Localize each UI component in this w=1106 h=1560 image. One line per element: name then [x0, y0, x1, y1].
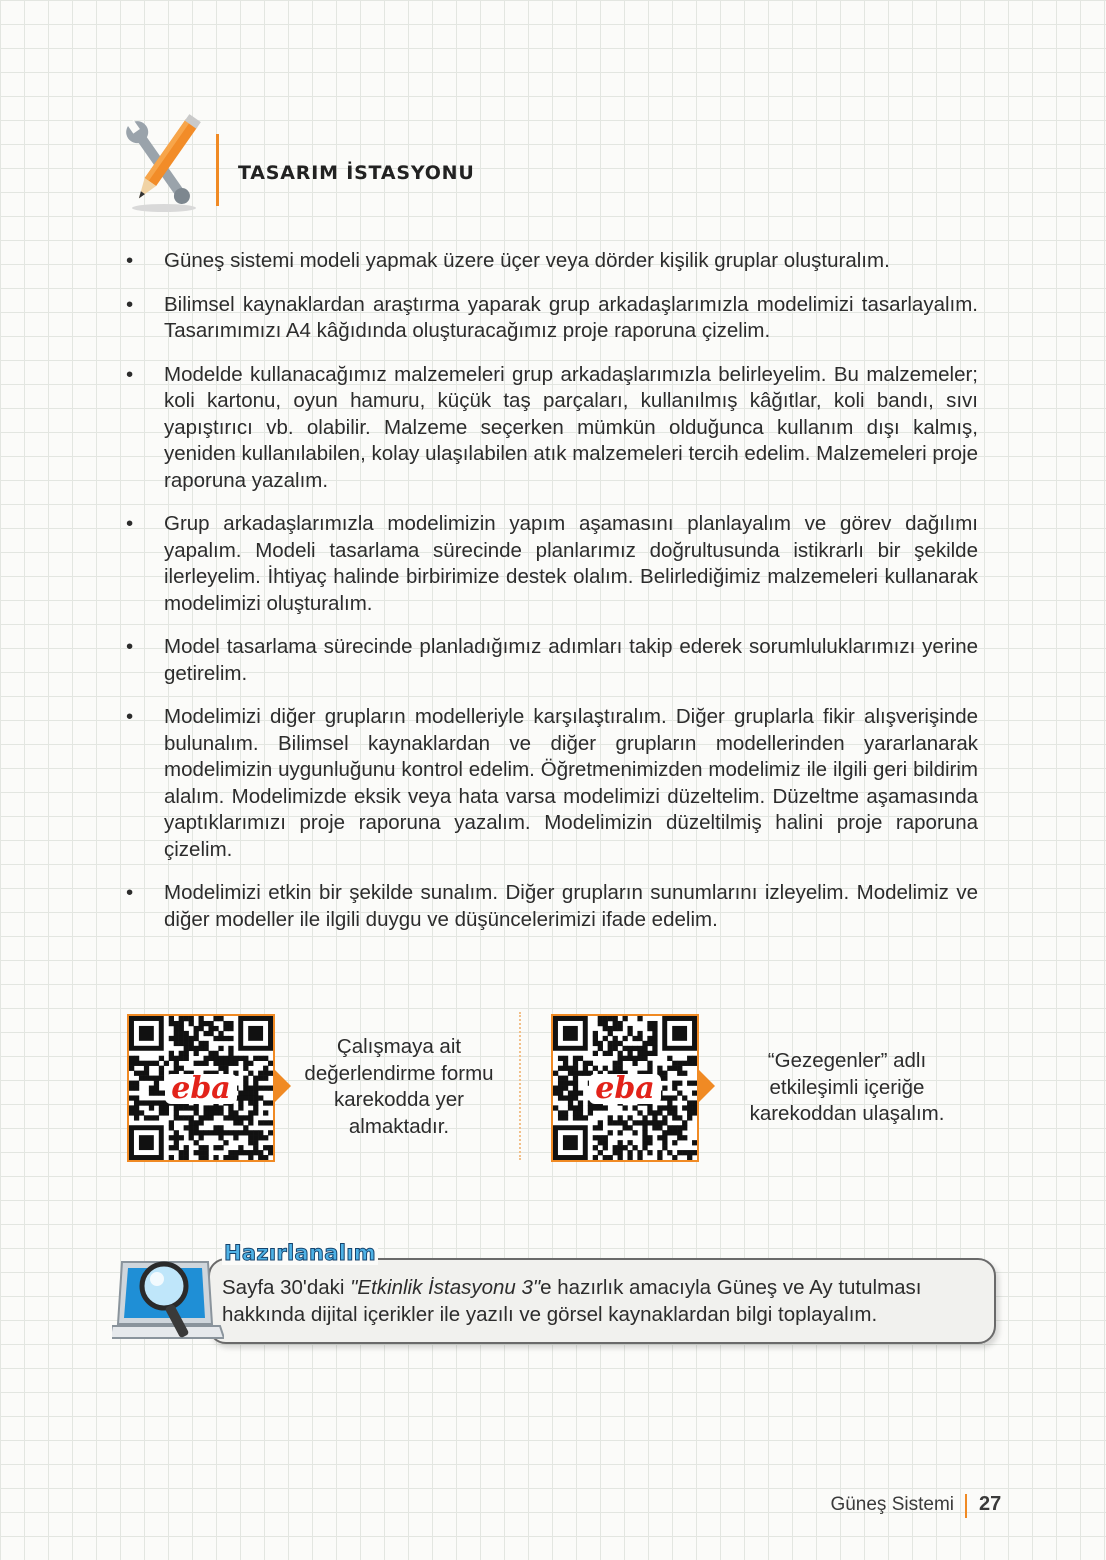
arrow-right-icon [698, 1069, 715, 1103]
list-item-text: Grup arkadaşlarımızla modelimizin yapım aşamasını planlayalım ve görev dağılımı yapalım. Modeli tasarlama sürecinde planlarımız doğrultusunda istikrarlı bir şekilde ilerleyelim. İhtiyaç halinde birbirimize destek olalım. Belirlediğimiz malzemeleri kullanarak modelimizi oluşturalım. [164, 512, 978, 615]
list-item [122, 362, 978, 495]
list-item-text: Modelimizi etkin bir şekilde sunalım. Diğer grupların sunumlarını izleyelim. Modelimiz ve diğer modeller ile ilgili duygu ve düşüncelerimizi ifade edelim. [164, 881, 978, 931]
list-item [122, 634, 978, 687]
bullet: • [126, 881, 134, 904]
page-title: TASARIM İSTASYONU [238, 162, 475, 184]
bullet: • [126, 362, 134, 386]
pencil-wrench-icon [118, 114, 208, 214]
bullet: • [126, 635, 134, 658]
bullet: • [126, 249, 134, 272]
qr-code-evaluation-form[interactable] [127, 1014, 275, 1162]
prepare-box [112, 1238, 1002, 1358]
qr-section [127, 1012, 987, 1162]
laptop-magnifier-icon [112, 1252, 224, 1348]
list-item [122, 880, 978, 933]
list-item [122, 511, 978, 617]
arrow-right-icon [274, 1069, 291, 1103]
eba-logo: eba [595, 1071, 655, 1106]
qr-caption-left: Çalışmaya ait değerlendirme formu karekodda yer almaktadır. [304, 1035, 494, 1138]
prepare-text: Sayfa 30'daki "Etkinlik İstasyonu 3"e hazırlık amacıyla Güneş ve Ay tutulması hakkında dijital içerikler ile yazılı ve görsel kaynaklardan bilgi toplayalım. [222, 1276, 922, 1326]
bullet: • [126, 292, 134, 316]
eba-logo: eba [171, 1071, 231, 1106]
page-number: 27 [979, 1493, 1002, 1515]
list-item-text: Modelimizi diğer grupların modelleriyle karşılaştıralım. Diğer gruplarla fikir alışverişinde bulunalım. Bilimsel kaynaklardan ve diğer grupların modellerinden yararlanarak modelimizin uygunluğunu kontrol edelim. Öğretmenimizden modelimiz ile ilgili geri bildirim alalım. Modelimizde eksik veya hata varsa modelimizi düzeltelim. Düzeltme aşamasında yaptıklarımızı proje raporuna yazalım. Modelimizin düzeltilmiş halini proje raporuna çizelim. [164, 705, 978, 861]
bullet: • [126, 512, 134, 535]
footer-unit-title: Güneş Sistemi [830, 1494, 954, 1515]
list-item-text: Bilimsel kaynaklardan araştırma yaparak grup arkadaşlarımızla modelimizi tasarlayalım. Tasarımımızı A4 kâğıdında oluşturacağımız proje raporuna çizelim. [164, 292, 978, 342]
bullet: • [126, 705, 134, 728]
list-item [122, 704, 978, 863]
list-item-text: Güneş sistemi modeli yapmak üzere üçer veya dörder kişilik gruplar oluşturalım. [164, 249, 890, 272]
header-divider [216, 134, 219, 206]
list-item-text: Model tasarlama sürecinde planladığımız adımları takip ederek sorumluluklarımızı yerine getirelim. [164, 635, 978, 685]
instruction-list [122, 248, 978, 950]
qr-divider [519, 1012, 521, 1160]
activity-header [118, 114, 618, 214]
list-item [122, 292, 978, 345]
list-item-text: Modelde kullanacağımız malzemeleri grup arkadaşlarımızla belirleyelim. Bu malzemeler; koli kartonu, oyun hamuru, küçük taş parçaları, kullanılmış kâğıtlar, koli bandı, sıvı yapıştırıcı vb. olabilir. Malzeme seçerken mümkün olduğunca kullanım dışı kalmış, yeniden kullanılabilen, kolay ulaşılabilen atık malzemeleri tercih edelim. Malzemeleri proje raporuna yazalım. [164, 362, 978, 492]
qr-code-planets[interactable] [551, 1014, 699, 1162]
footer-divider [965, 1494, 967, 1518]
list-item [122, 248, 978, 275]
qr-caption-right: “Gezegenler” adlı etkileşimli içeriğe karekoddan ulaşalım. [749, 1049, 945, 1125]
prepare-label: Hazırlanalım [224, 1241, 376, 1265]
